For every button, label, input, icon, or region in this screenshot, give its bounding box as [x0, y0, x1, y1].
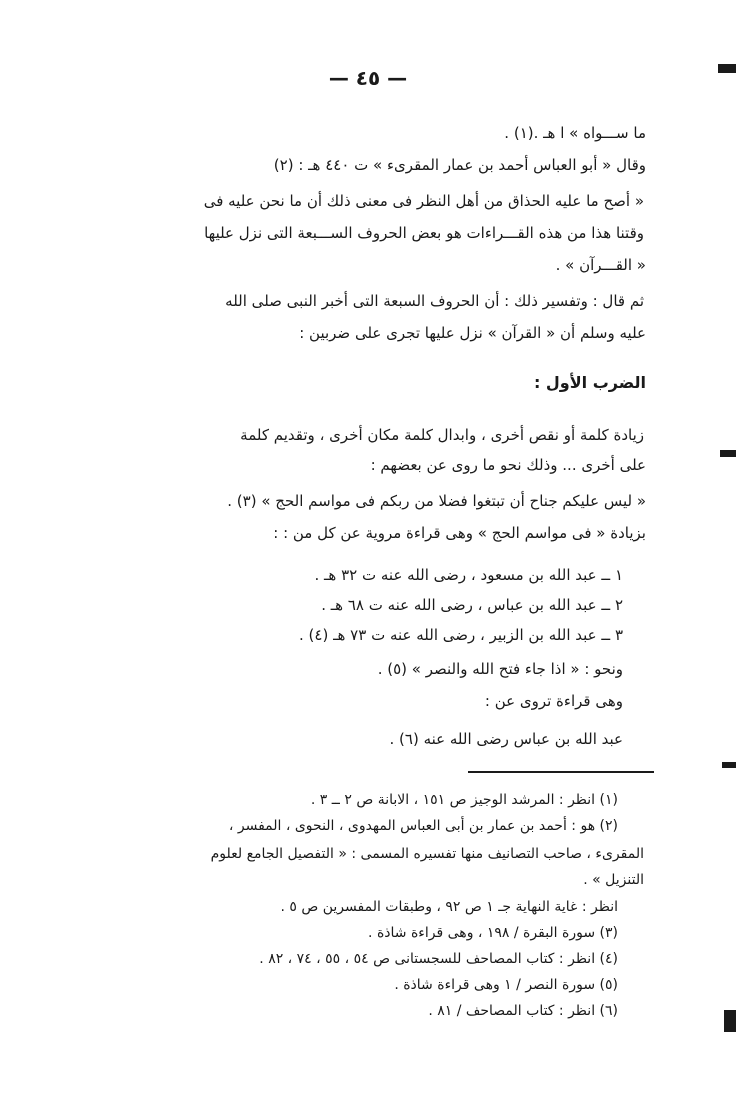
- footnote: انظر : غاية النهاية جـ ١ ص ٩٢ ، وطبقات المفسرين ص ٥ .: [280, 899, 618, 915]
- page-number: — ٤٥ —: [328, 66, 408, 90]
- body-line: « ليس عليكم جناح أن تبتغوا فضلا من ربكم فى مواسم الحج » (٣) .: [227, 492, 646, 510]
- body-line: وهى قراءة تروى عن :: [484, 692, 623, 710]
- body-line: وقال « أبو العباس أحمد بن عمار المقرىء » ت ٤٤٠ هـ : (٢): [273, 156, 646, 174]
- body-line: بزيادة « فى مواسم الحج » وهى قراءة مروية عن كل من : :: [273, 524, 646, 542]
- body-line: عبد الله بن عباس رضى الله عنه (٦) .: [389, 730, 623, 748]
- footnote-separator: [468, 771, 654, 773]
- list-item: ١ ــ عبد الله بن مسعود ، رضى الله عنه ت ٣٢ هـ .: [314, 566, 623, 584]
- footnote: المقرىء ، صاحب التصانيف منها تفسيره المسمى : « التفصيل الجامع لعلوم: [210, 846, 644, 862]
- footnote: (١) انظر : المرشد الوجيز ص ١٥١ ، الابانة ص ٢ ــ ٣ .: [310, 792, 618, 808]
- body-line: ما ســـواه » ا هـ .(١) .: [504, 124, 646, 142]
- body-line: عليه وسلم أن « القرآن » نزل عليها تجرى على ضربين :: [299, 324, 646, 342]
- list-item: ٢ ــ عبد الله بن عباس ، رضى الله عنه ت ٦٨ هـ .: [321, 596, 623, 614]
- body-line: ثم قال : وتفسير ذلك : أن الحروف السبعة التى أخبر النبى صلى الله: [225, 292, 644, 310]
- footnote: (٢) هو : أحمد بن عمار بن أبى العباس المهدوى ، النحوى ، المفسر ،: [228, 818, 618, 834]
- body-line: ونحو : « اذا جاء فتح الله والنصر » (٥) .: [377, 660, 623, 678]
- scan-edge-mark: [724, 1010, 736, 1032]
- footnote: (٤) انظر : كتاب المصاحف للسجستانى ص ٥٤ ، ٥٥ ، ٧٤ ، ٨٢ .: [259, 951, 618, 967]
- footnote: (٣) سورة البقرة / ١٩٨ ، وهى قراءة شاذة .: [368, 925, 618, 941]
- body-line: وقتنا هذا من هذه القـــراءات هو بعض الحروف الســـبعة التى نزل عليها: [204, 224, 644, 242]
- footnote: التنزيل » .: [583, 872, 644, 888]
- section-heading: الضرب الأول :: [533, 373, 646, 392]
- scan-edge-mark: [722, 762, 736, 768]
- footnote: (٦) انظر : كتاب المصاحف / ٨١ .: [428, 1003, 618, 1019]
- body-line: « القـــرآن » .: [555, 256, 646, 274]
- body-line: زيادة كلمة أو نقص أخرى ، وابدال كلمة مكان أخرى ، وتقديم كلمة: [240, 426, 644, 444]
- scan-edge-mark: [720, 450, 736, 457]
- body-line: على أخرى ... وذلك نحو ما روى عن بعضهم :: [370, 456, 646, 474]
- scan-edge-mark: [718, 64, 736, 73]
- body-line: « أصح ما عليه الحذاق من أهل النظر فى معنى ذلك أن ما نحن عليه فى: [203, 192, 644, 210]
- list-item: ٣ ــ عبد الله بن الزبير ، رضى الله عنه ت ٧٣ هـ (٤) .: [299, 626, 623, 644]
- footnote: (٥) سورة النصر / ١ وهى قراءة شاذة .: [394, 977, 618, 993]
